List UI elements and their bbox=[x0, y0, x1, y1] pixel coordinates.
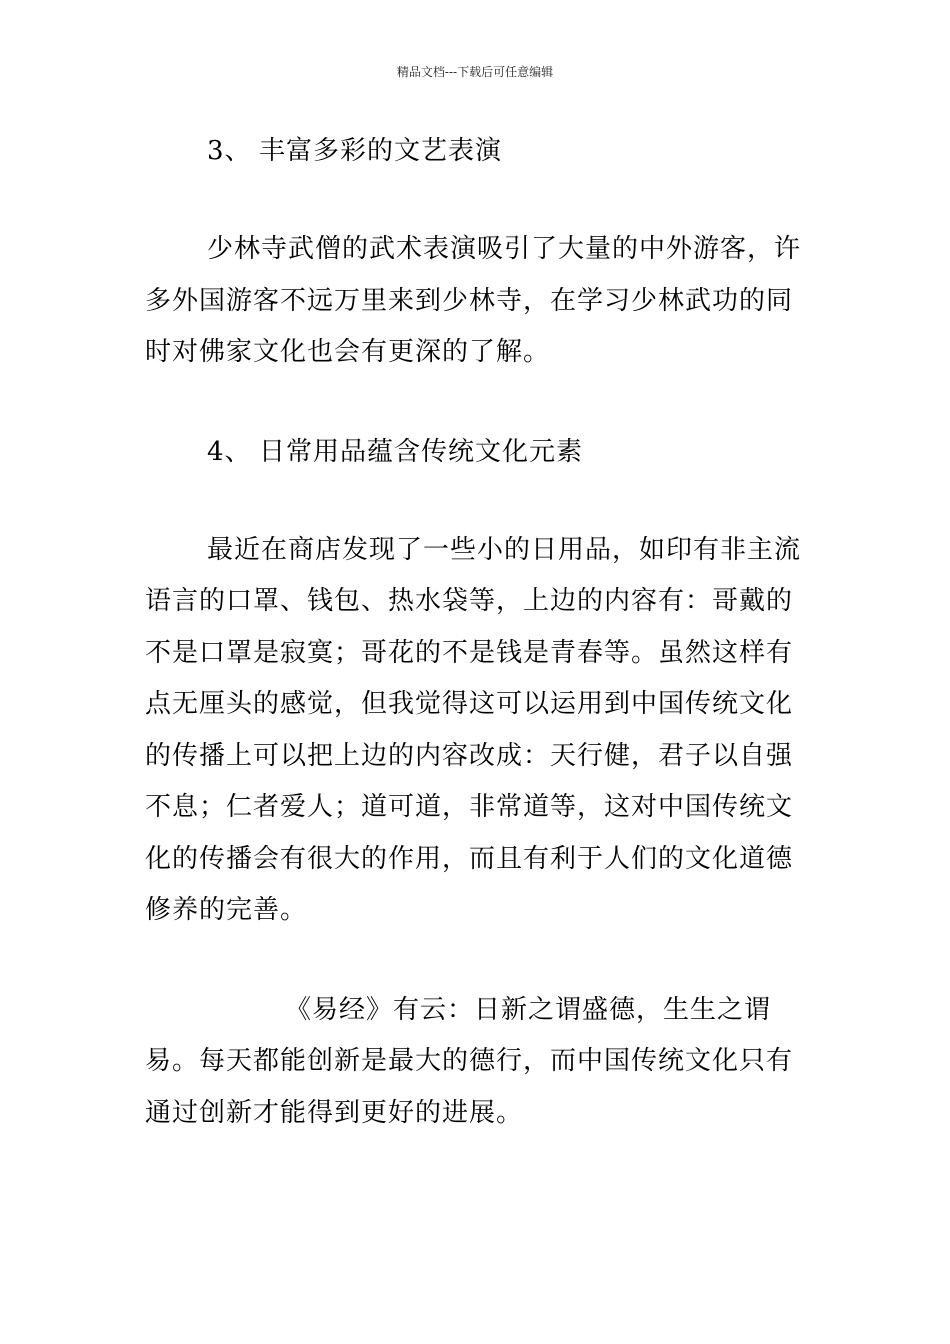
closing-paragraph: 《易经》有云：日新之谓盛德，生生之谓易。每天都能创新是最大的德行，而中国传统文化只有通过创新才能得到更好的进展。 bbox=[145, 994, 794, 1128]
document-body bbox=[145, 126, 807, 1187]
section-3-paragraph: 少林寺武僧的武术表演吸引了大量的中外游客，许多外国游客不远万里来到少林寺，在学习少林武功的同时对佛家文化也会有更深的了解。 bbox=[145, 234, 802, 367]
page-header: 精品文档---下载后可任意编辑 bbox=[396, 65, 554, 79]
heading-title: 日常用品蕴含传统文化元素 bbox=[259, 436, 584, 467]
heading-title: 丰富多彩的文艺表演 bbox=[259, 136, 503, 166]
section-heading-3 bbox=[145, 126, 807, 176]
section-4-paragraph: 最近在商店发现了一些小的日用品，如印有非主流语言的口罩、钱包、热水袋等，上边的内容有：哥戴的不是口罩是寂寞；哥花的不是钱是青春等。虽然这样有点无厘头的感觉，但我觉得这可以运用到中国传统文化的传播上可以把上边的内容改成：天行健，君子以自强不息；仁者爱人；道可道，非常道等，这对中国传统文化的传播会有很大的作用，而且有利于人们的文化道德修养的完善。 bbox=[145, 534, 802, 925]
section-heading-4 bbox=[145, 427, 807, 477]
heading-number: 4、 bbox=[207, 436, 252, 467]
heading-number: 3、 bbox=[207, 136, 252, 166]
